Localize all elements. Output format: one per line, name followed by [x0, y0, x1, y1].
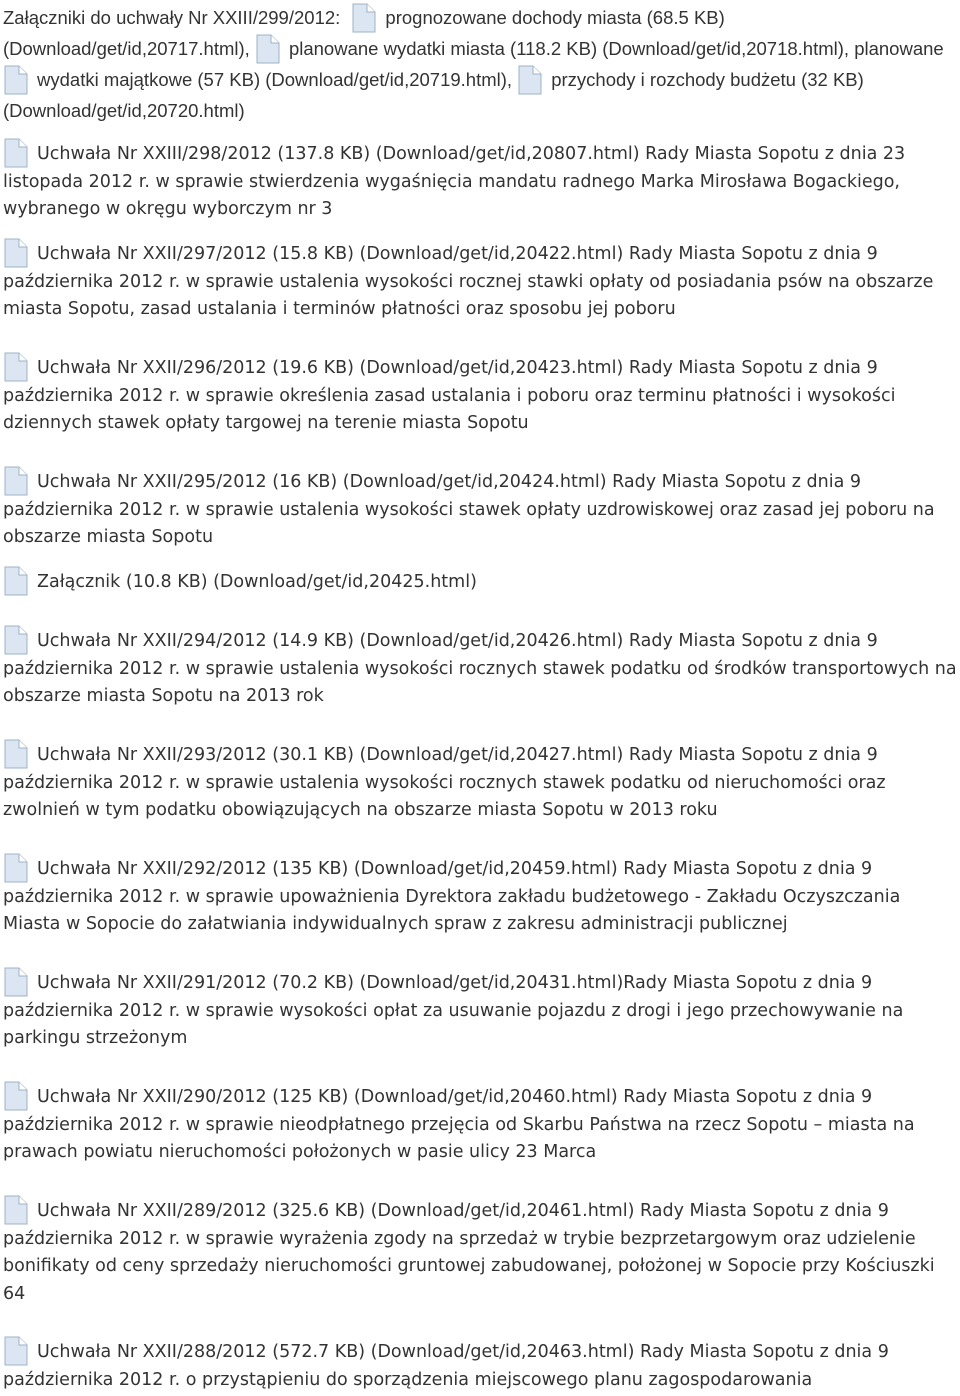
- attachment-link[interactable]: prognozowane dochody miasta (68.5 KB) (Download/get/id,20717.html),: [3, 7, 725, 59]
- file-icon: [3, 566, 31, 594]
- file-icon: [3, 853, 31, 881]
- resolution-text[interactable]: Uchwała Nr XXII/291/2012 (70.2 KB) (Download/get/id,20431.html)Rady Miasta Sopotu z dnia 9 października 2012 r. w sprawie wysokości opłat za usuwanie pojazdu z drogi i jego przechowywanie na parkingu strzeżonym: [3, 973, 904, 1049]
- resolution-text[interactable]: Uchwała Nr XXIII/298/2012 (137.8 KB) (Download/get/id,20807.html) Rady Miasta Sopotu z dnia 23 listopada 2012 r. w sprawie stwierdzenia wygaśnięcia mandatu radnego Marka Mirosława Bogackiego, wybranego w okręgu wyborczym nr 3: [3, 144, 906, 220]
- file-icon: [3, 967, 31, 995]
- resolution-text[interactable]: Uchwała Nr XXII/288/2012 (572.7 KB) (Download/get/id,20463.html) Rady Miasta Sopotu z dnia 9 października 2012 r. o przystąpieniu do sporządzenia miejscowego planu zagospodarowania: [3, 1342, 889, 1390]
- file-icon: [3, 352, 31, 380]
- file-icon: [3, 1195, 31, 1223]
- intro-attachments: [3, 2, 960, 126]
- resolution-entry: [3, 625, 960, 711]
- resolution-text[interactable]: Uchwała Nr XXII/297/2012 (15.8 KB) (Download/get/id,20422.html) Rady Miasta Sopotu z dnia 9 października 2012 r. w sprawie ustalenia wysokości rocznej stawki opłaty od posiadania psów na obszarze miasta Sopotu, zasad ustalania i terminów płatności oraz sposobu jej poboru: [3, 244, 934, 320]
- resolution-entry: [3, 352, 960, 438]
- attachment-link[interactable]: planowane wydatki miasta (118.2 KB) (Download/get/id,20718.html), planowane: [288, 38, 944, 59]
- file-icon: [517, 65, 545, 93]
- file-icon: [3, 65, 31, 93]
- resolution-text[interactable]: Uchwała Nr XXII/289/2012 (325.6 KB) (Download/get/id,20461.html) Rady Miasta Sopotu z dnia 9 października 2012 r. w sprawie wyrażenia zgody na sprzedaż w trybie bezprzetargowym oraz udzielenie bonifikaty od ceny sprzedaży nieruchomości gruntowej zabudowanej, położonej w Sopocie przy Kościuszki 64: [3, 1201, 935, 1305]
- file-icon: [3, 739, 31, 767]
- file-icon: [351, 3, 379, 31]
- resolution-text[interactable]: Uchwała Nr XXII/296/2012 (19.6 KB) (Download/get/id,20423.html) Rady Miasta Sopotu z dnia 9 października 2012 r. w sprawie określenia zasad ustalania i poboru oraz terminu płatności i wysokości dziennych stawek opłaty targowej na terenie miasta Sopotu: [3, 358, 896, 434]
- resolution-entry: [3, 238, 960, 324]
- resolution-entry: [3, 1195, 960, 1309]
- attachment-link[interactable]: przychody i rozchody budżetu (32 KB) (Download/get/id,20720.html): [3, 69, 864, 121]
- file-icon: [3, 625, 31, 653]
- attachment-link[interactable]: wydatki majątkowe (57 KB) (Download/get/id,20719.html),: [37, 69, 518, 90]
- resolution-text[interactable]: Uchwała Nr XXII/294/2012 (14.9 KB) (Download/get/id,20426.html) Rady Miasta Sopotu z dnia 9 października 2012 r. w sprawie ustalenia wysokości rocznych stawek podatku od środków transportowych na obszarze miasta Sopotu na 2013 rok: [3, 631, 957, 707]
- resolution-entry: [3, 739, 960, 825]
- resolution-text[interactable]: Uchwała Nr XXII/293/2012 (30.1 KB) (Download/get/id,20427.html) Rady Miasta Sopotu z dnia 9 października 2012 r. w sprawie ustalenia wysokości rocznych stawek podatku od nieruchomości oraz zwolnień w tym podatku obowiązujących na obszarze miasta Sopotu w 2013 roku: [3, 745, 886, 821]
- file-icon: [255, 34, 283, 62]
- resolution-entry: [3, 138, 960, 224]
- resolution-text[interactable]: Uchwała Nr XXII/292/2012 (135 KB) (Download/get/id,20459.html) Rady Miasta Sopotu z dnia 9 października 2012 r. w sprawie upoważnienia Dyrektora zakładu budżetowego - Zakładu Oczyszczania Miasta w Sopocie do załatwiania indywidualnych spraw z zakresu administracji publicznej: [3, 859, 901, 935]
- file-icon: [3, 1081, 31, 1109]
- resolution-text[interactable]: Uchwała Nr XXII/290/2012 (125 KB) (Download/get/id,20460.html) Rady Miasta Sopotu z dnia 9 października 2012 r. w sprawie nieodpłatnego przejęcia od Skarbu Państwa na rzecz Sopotu – miasta na prawach powiatu nieruchomości położonych w pasie ulicy 23 Marca: [3, 1087, 915, 1163]
- resolution-entry: [3, 1336, 960, 1394]
- attachment-entry: [3, 566, 960, 597]
- resolution-text[interactable]: Uchwała Nr XXII/295/2012 (16 KB) (Download/get/id,20424.html) Rady Miasta Sopotu z dnia 9 października 2012 r. w sprawie ustalenia wysokości stawek opłaty uzdrowiskowej oraz zasad jej poboru na obszarze miasta Sopotu: [3, 472, 935, 548]
- resolution-entry: [3, 466, 960, 552]
- file-icon: [3, 138, 31, 166]
- file-icon: [3, 1336, 31, 1364]
- file-icon: [3, 238, 31, 266]
- intro-label: Załączniki do uchwały Nr XXIII/299/2012:: [3, 7, 346, 28]
- file-icon: [3, 466, 31, 494]
- resolution-entry: [3, 967, 960, 1053]
- resolution-entry: [3, 853, 960, 939]
- attachment-text[interactable]: Załącznik (10.8 KB) (Download/get/id,20425.html): [37, 572, 477, 592]
- resolution-entry: [3, 1081, 960, 1167]
